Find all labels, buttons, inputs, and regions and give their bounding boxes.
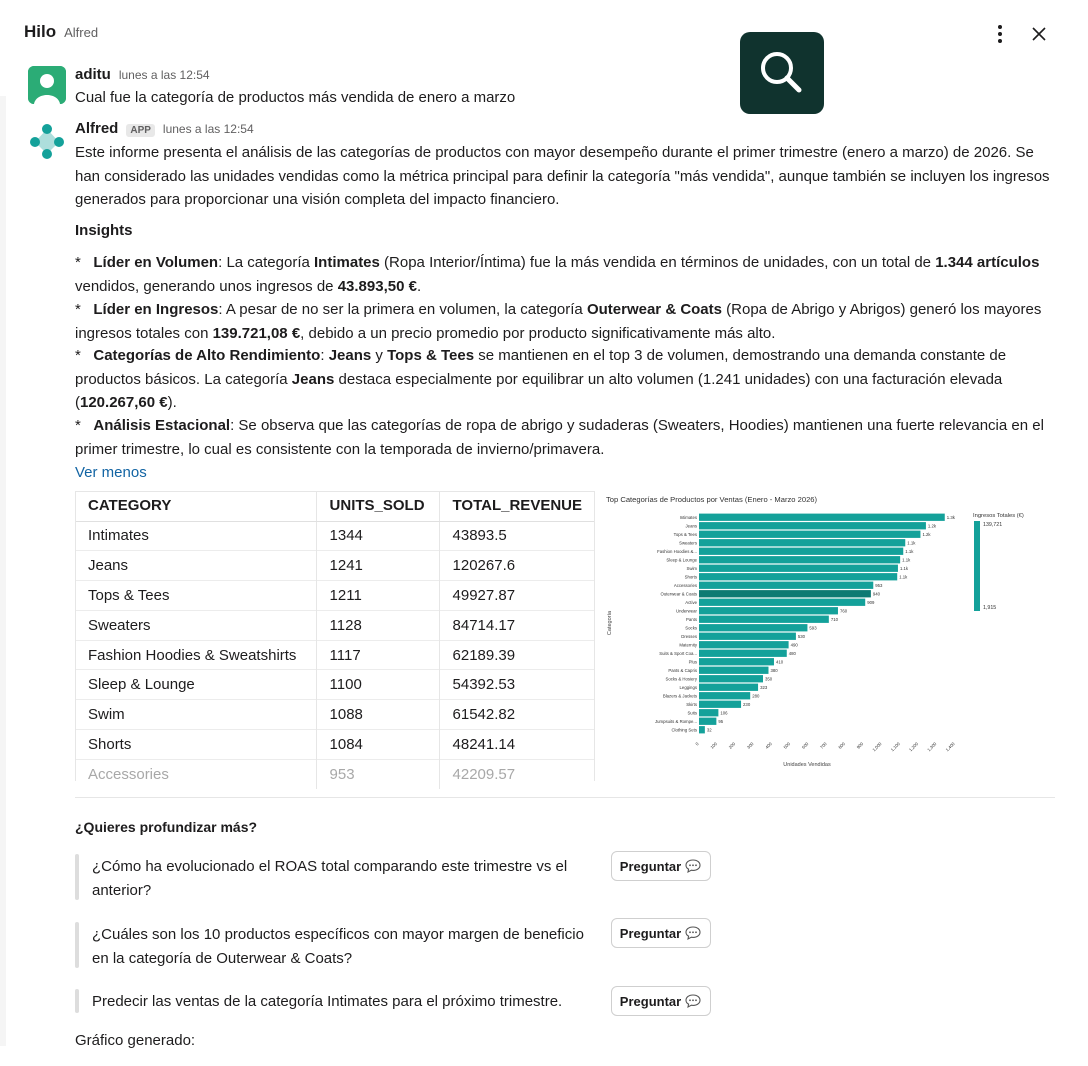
- report-intro: Este informe presenta el análisis de las categorías de productos con mayor desempeño durante el primer trimestre (enero a marzo) de 2026. Se han considerado las unidades vendidas como la métrica principal para definir la categoría "más vendida", aunque también se incluyen los ingresos generados para proporcionar una visión completa del impacto financiero.: [75, 144, 1050, 208]
- chart-bar: [699, 641, 789, 648]
- ask-button-label: Preguntar: [619, 993, 682, 1009]
- chart-bar: [699, 522, 926, 529]
- table-cell: 49927.87: [439, 581, 595, 611]
- colorbar-title: Ingresos Totales (€): [973, 513, 1024, 519]
- data-label: 480: [788, 650, 796, 656]
- avatar[interactable]: [28, 66, 66, 104]
- table-cell: 1128: [316, 610, 439, 640]
- data-label: 1.1k: [907, 540, 916, 546]
- table-cell: 1100: [316, 670, 439, 700]
- chart-bar: [699, 633, 796, 640]
- table-cell: Tops & Tees: [75, 581, 316, 611]
- close-icon[interactable]: [1028, 22, 1050, 46]
- y-tick-label: Pants & Capris: [668, 667, 697, 673]
- table-row: [75, 640, 595, 670]
- x-tick-label: 300: [745, 741, 755, 750]
- chart-bar: [699, 565, 898, 572]
- data-label: 953: [875, 582, 883, 588]
- table-cell: 54392.53: [439, 670, 595, 700]
- x-tick-label: 100: [709, 741, 718, 750]
- data-label: 760: [839, 608, 848, 614]
- quote-bar: [75, 922, 79, 968]
- speech-bubble-icon: [684, 993, 702, 1009]
- chart-bar: [699, 701, 741, 708]
- table-row: [75, 551, 595, 581]
- data-label: 350: [765, 676, 773, 682]
- y-tick-label: Sweaters: [679, 540, 697, 546]
- ask-button[interactable]: [611, 986, 711, 1016]
- chart-title: Top Categorías de Productos por Ventas (Enero - Marzo 2026): [606, 495, 818, 504]
- y-tick-label: Intimates: [679, 514, 697, 520]
- bot-message-header: [75, 120, 254, 137]
- bar-chart: [603, 493, 1053, 773]
- table-cell: 1241: [316, 551, 439, 581]
- table-cell: 61542.82: [439, 700, 595, 730]
- x-tick-label: 0: [694, 741, 700, 747]
- chart-bar: [699, 726, 705, 733]
- y-tick-label: Pants: [686, 616, 697, 622]
- table-row: [75, 610, 595, 640]
- table-cell: Accessories: [75, 759, 316, 789]
- thread-subtitle: Alfred: [64, 25, 99, 40]
- y-tick-label: Maternity: [679, 642, 697, 648]
- y-tick-label: Active: [685, 599, 697, 605]
- data-label: 32: [706, 727, 712, 733]
- table-cell: 953: [316, 759, 439, 789]
- table-cell: Swim: [75, 700, 316, 730]
- data-label: 593: [809, 625, 817, 631]
- chart-bar: [699, 607, 838, 614]
- table-row: [75, 730, 595, 760]
- x-tick-label: 1,100: [889, 741, 901, 753]
- app-badge: APP: [126, 124, 155, 137]
- data-label: 95: [718, 718, 724, 724]
- followup-question: Predecir las ventas de la categoría Intimates para el próximo trimestre.: [92, 993, 563, 1010]
- colorbar-max-label: 139,721: [983, 522, 1003, 528]
- user-message-text: Cual fue la categoría de productos más vendida de enero a marzo: [75, 89, 516, 106]
- chart-bar: [699, 709, 718, 716]
- chart-bar: [699, 624, 807, 631]
- table-cell: Sleep & Lounge: [75, 670, 316, 700]
- y-tick-label: Plus: [688, 659, 697, 665]
- y-axis-label: Categoría: [607, 610, 613, 636]
- ask-button[interactable]: [611, 918, 711, 948]
- y-tick-label: Jumpsuits & Rompe...: [654, 718, 697, 724]
- data-label: 323: [760, 684, 768, 690]
- table-row: [75, 700, 595, 730]
- bot-name[interactable]: Alfred: [75, 120, 119, 137]
- insight-high-performance: * Categorías de Alto Rendimiento: Jeans y Tops & Tees se mantienen en el top 3 de volumen, demostrando una demanda constante de productos básicos. La categoría Jeans destaca especialmente por equilibrar un alto volumen (1.241 unidades) con una facturación elevada (120.267,60 €).: [75, 347, 1007, 411]
- insight-seasonal: * Análisis Estacional: Se observa que las categorías de ropa de abrigo y sudaderas (Sweaters, Hoodies) mantienen una fuerte relevancia en el primer trimestre, lo cual es consistente con la temporada de invierno/primavera.: [75, 417, 1044, 458]
- followup-heading: ¿Quieres profundizar más?: [75, 819, 258, 835]
- data-label: 1.2k: [927, 523, 937, 529]
- data-label: 909: [867, 599, 875, 605]
- speech-bubble-icon: [684, 858, 702, 874]
- chart-bar: [699, 539, 905, 546]
- data-label: 1.1k: [905, 548, 914, 554]
- colorbar-min-label: 1,915: [983, 605, 997, 611]
- user-message-header: [75, 66, 210, 83]
- data-label: 710: [830, 616, 839, 622]
- y-tick-label: Clothing Sets: [671, 727, 697, 733]
- quote-bar: [75, 854, 79, 900]
- x-tick-label: 1,300: [926, 741, 938, 753]
- insight-revenue: * Líder en Ingresos: A pesar de no ser la primera en volumen, la categoría Outerwear & Coats (Ropa de Abrigo y Abrigos) generó los mayores ingresos totales con 139.721,08 €, debido a un precio promedio por producto significativamente más alto.: [75, 301, 1042, 342]
- table-cell: Intimates: [75, 521, 316, 551]
- x-tick-label: 500: [782, 741, 792, 750]
- chart-bar: [699, 718, 716, 725]
- y-tick-label: Suits: [687, 710, 697, 716]
- chart-bar: [699, 548, 903, 555]
- y-tick-label: Sleep & Lounge: [666, 557, 697, 563]
- y-tick-label: Skirts: [686, 701, 697, 707]
- y-tick-label: Fashion Hoodies &...: [657, 548, 697, 554]
- data-label: 1.1k: [899, 565, 909, 571]
- y-tick-label: Socks: [685, 625, 697, 631]
- table-cell: 62189.39: [439, 640, 595, 670]
- table-row: [75, 521, 595, 551]
- colorbar: [974, 521, 980, 611]
- x-tick-label: 1,400: [944, 741, 956, 753]
- x-tick-label: 900: [855, 741, 865, 750]
- y-tick-label: Jeans: [685, 523, 697, 529]
- data-label: 1.1k: [899, 574, 908, 580]
- data-label: 410: [775, 659, 784, 665]
- chart-bar: [699, 650, 787, 657]
- see-less-link[interactable]: Ver menos: [75, 464, 147, 481]
- chart-bar: [699, 684, 758, 691]
- y-tick-label: Blazers & Jackets: [662, 693, 697, 699]
- table-cell: Sweaters: [75, 610, 316, 640]
- chart-generated-label: Gráfico generado:: [75, 1032, 196, 1049]
- x-tick-label: 700: [819, 741, 828, 750]
- y-tick-label: Suits & Sport Coa...: [659, 650, 697, 656]
- thread-header: [24, 22, 98, 42]
- alfred-logo-icon: [28, 122, 66, 160]
- insights-heading: Insights: [75, 222, 133, 239]
- chart-bar: [699, 599, 865, 606]
- insight-volume: * Líder en Volumen: La categoría Intimates (Ropa Interior/Íntima) fue la más vendida en términos de unidades, con un total de 1.344 artículos vendidos, generando unos ingresos de 43.893,50 €.: [75, 254, 1040, 295]
- data-label: 106: [720, 710, 728, 716]
- table-cell: 120267.6: [439, 551, 595, 581]
- y-tick-label: Socks & Hosiery: [665, 676, 697, 682]
- data-label: 230: [743, 701, 751, 707]
- x-axis-label: Unidades Vendidas: [783, 762, 831, 768]
- chart-bar: [699, 582, 873, 589]
- table-cell: 42209.57: [439, 759, 595, 789]
- y-tick-label: Swim: [686, 565, 697, 571]
- column-header[interactable]: CATEGORY: [75, 491, 316, 521]
- table-cell: Shorts: [75, 730, 316, 760]
- column-header[interactable]: TOTAL_REVENUE: [439, 491, 595, 521]
- table-row: [75, 759, 595, 789]
- divider: [75, 797, 1055, 798]
- y-tick-label: Leggings: [679, 684, 697, 690]
- table-cell: 1117: [316, 640, 439, 670]
- data-label: 940: [872, 591, 881, 597]
- table-cell: 43893.5: [439, 521, 595, 551]
- ask-button-label: Preguntar: [619, 858, 682, 874]
- chart-bar: [699, 514, 945, 521]
- ask-button-label: Preguntar: [619, 925, 682, 941]
- speech-bubble-icon: [684, 925, 702, 941]
- results-table: [75, 491, 595, 789]
- ask-button[interactable]: [611, 851, 711, 881]
- table-cell: 48241.14: [439, 730, 595, 760]
- y-tick-label: Tops & Tees: [673, 531, 697, 537]
- x-tick-label: 600: [800, 741, 810, 750]
- table-row: [75, 581, 595, 611]
- chart-bar: [699, 675, 763, 682]
- data-label: 1.2k: [922, 531, 931, 537]
- data-label: 1.1k: [902, 557, 911, 563]
- more-options-icon[interactable]: [990, 22, 1010, 46]
- data-label: 530: [797, 633, 806, 639]
- data-label: 490: [790, 642, 798, 648]
- y-tick-label: Underwear: [675, 608, 697, 614]
- chart-bar: [699, 590, 871, 597]
- table-cell: 1088: [316, 700, 439, 730]
- y-tick-label: Shorts: [684, 574, 697, 580]
- table-cell: Jeans: [75, 551, 316, 581]
- table-cell: 1344: [316, 521, 439, 551]
- y-tick-label: Dresses: [681, 633, 697, 639]
- table-header-row: [75, 491, 595, 521]
- column-header[interactable]: UNITS_SOLD: [316, 491, 439, 521]
- chart-bar: [699, 658, 774, 665]
- table-row: [75, 670, 595, 700]
- y-tick-label: Accessories: [673, 582, 697, 588]
- user-name[interactable]: aditu: [75, 66, 111, 83]
- table-cell: 1211: [316, 581, 439, 611]
- chart-bar: [699, 667, 768, 674]
- left-gutter: [0, 96, 6, 1046]
- y-tick-label: Outerwear & Coats: [660, 591, 697, 597]
- data-label: 380: [770, 667, 778, 673]
- quote-bar: [75, 989, 79, 1013]
- followup-question: ¿Cómo ha evolucionado el ROAS total comparando este trimestre vs el anterior?: [92, 858, 568, 899]
- chart-bar: [699, 692, 750, 699]
- message-timestamp[interactable]: lunes a las 12:54: [162, 122, 254, 136]
- chart-bar: [699, 573, 897, 580]
- chart-bar: [699, 556, 900, 563]
- x-tick-label: 200: [727, 741, 737, 750]
- table-cell: Fashion Hoodies & Sweatshirts: [75, 640, 316, 670]
- bot-avatar[interactable]: [28, 122, 66, 160]
- x-tick-label: 800: [837, 741, 846, 750]
- x-tick-label: 1,200: [907, 741, 920, 753]
- data-label: 280: [752, 693, 760, 699]
- message-timestamp[interactable]: lunes a las 12:54: [118, 68, 210, 82]
- chart-bar: [699, 531, 920, 538]
- table-cell: 84714.17: [439, 610, 595, 640]
- followup-question: ¿Cuáles son los 10 productos específicos con mayor margen de beneficio en la categoría de Outerwear & Coats?: [92, 926, 584, 967]
- data-label: 1.3k: [946, 514, 955, 520]
- x-tick-label: 400: [764, 741, 773, 750]
- thread-title: Hilo: [24, 22, 57, 41]
- table-cell: 1084: [316, 730, 439, 760]
- x-tick-label: 1,000: [871, 741, 883, 753]
- chart-bar: [699, 616, 829, 623]
